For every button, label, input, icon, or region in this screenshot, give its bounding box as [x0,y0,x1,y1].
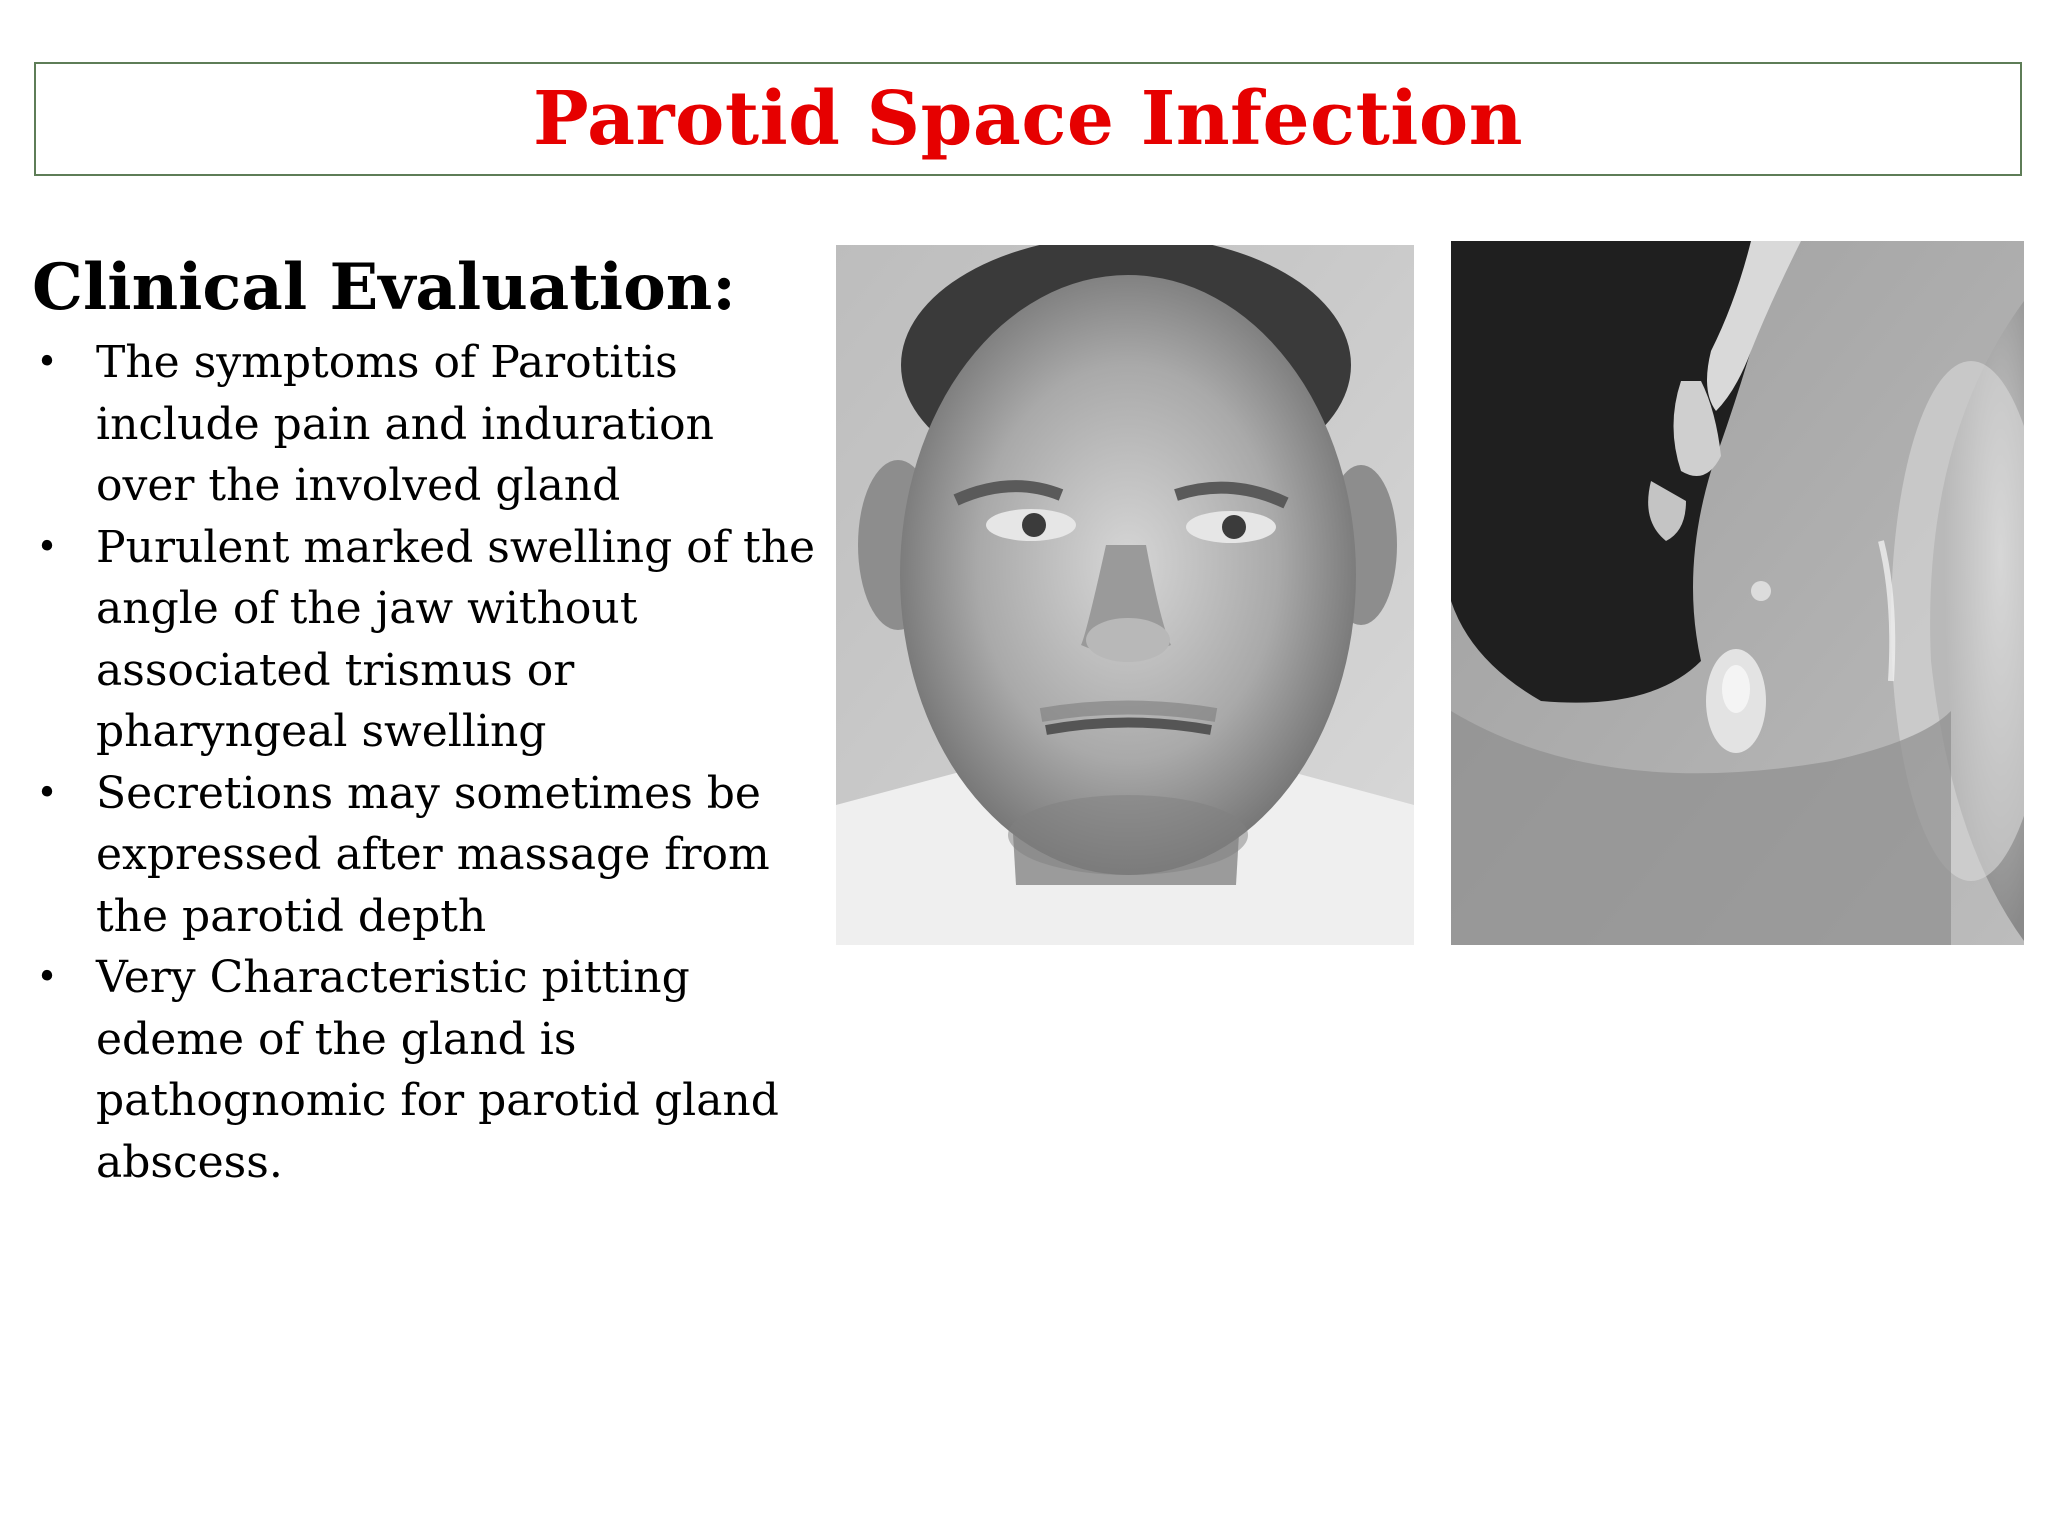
slide-title: Parotid Space Infection [532,76,1524,162]
bullet-text: Secretions may sometimes be expressed after massage from the parotid depth [96,767,770,942]
face-photo-illustration [836,245,1414,945]
jaw-photo-illustration [1451,241,2024,945]
section-heading: Clinical Evaluation: [32,250,736,325]
bullet-text: Very Characteristic pitting edeme of the gland is pathognomic for parotid gland abscess. [96,952,779,1188]
bullet-text: The symptoms of Parotitis include pain and induration over the involved gland [96,337,714,511]
bullet-item [32,332,822,517]
bullet-text: Purulent marked swelling of the angle of the jaw without associated trismus or pharyngeal swelling [96,521,816,757]
bullet-list [32,332,822,1193]
patient-face-photo [836,245,1414,945]
bullet-item [32,517,822,763]
content-column [32,248,822,1193]
bullet-icon: • [36,342,58,383]
bullet-icon: • [36,772,58,814]
title-box [34,62,2022,176]
bullet-item [32,947,822,1193]
bullet-item [32,763,822,948]
bullet-icon: • [36,526,58,568]
bullet-icon: • [36,957,58,998]
jaw-swelling-photo [1451,241,2024,945]
